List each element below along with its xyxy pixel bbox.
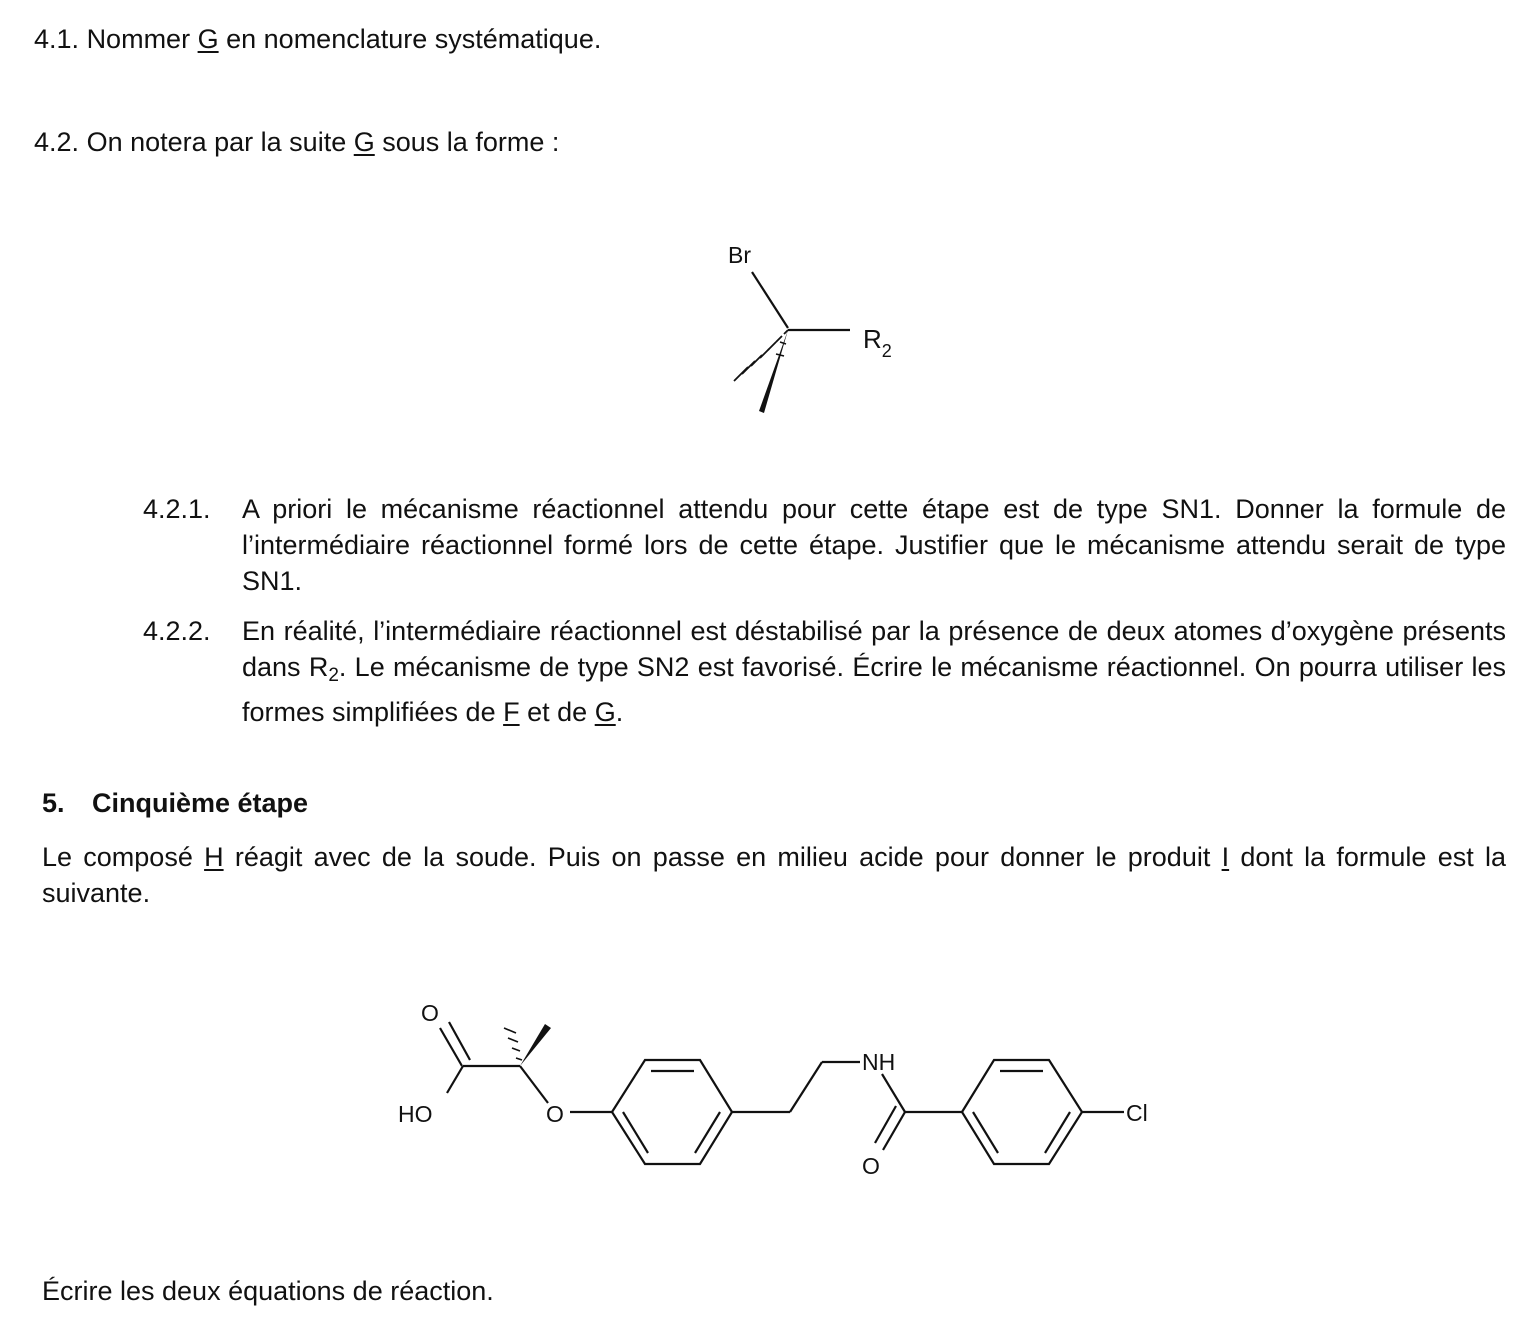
compound-ref-f: F	[503, 697, 520, 727]
question-number: 4.1.	[34, 24, 80, 54]
amide-oxygen-label: O	[862, 1153, 880, 1179]
benzene-ring-1	[612, 1060, 732, 1164]
bond-co-2	[449, 1022, 470, 1060]
ring2-double-left	[973, 1112, 998, 1153]
amine-nh-label: NH	[862, 1049, 896, 1075]
bond-co-1	[440, 1028, 462, 1066]
compound-ref-g: G	[197, 24, 219, 54]
paragraph-text: réagit avec de la soude. Puis on passe en milieu acide pour donner le produit	[234, 842, 1211, 872]
question-text: . Le mécanisme de type SN2 est favorisé. Écrire le mécanisme réactionnel. On pourra utiliser les formes simplifiées de	[242, 652, 1506, 727]
paragraph-text: Le composé	[42, 842, 193, 872]
question-number: 4.2.	[34, 127, 80, 157]
hashed-methyl	[504, 1028, 522, 1060]
bromine-label: Br	[728, 242, 751, 268]
subscript: 2	[328, 665, 339, 686]
hydroxyl-label: HO	[398, 1101, 433, 1127]
section-5-paragraph	[42, 839, 1506, 911]
ether-oxygen-label: O	[546, 1101, 564, 1127]
compound-ref-i: I	[1221, 842, 1230, 872]
molecule-g-structure	[700, 230, 930, 430]
question-text: Nommer	[86, 24, 191, 54]
bond-amide-co-2	[875, 1106, 896, 1143]
question-4-2-1-number: 4.2.1.	[143, 494, 211, 524]
question-4-1	[34, 22, 601, 56]
wedge-methyl	[520, 1024, 551, 1066]
compound-ref-g: G	[594, 697, 616, 727]
paragraph-text: dont la formule est la suivante.	[42, 842, 1506, 908]
question-text: et de	[527, 697, 588, 727]
section-5-heading	[42, 786, 308, 820]
carbonyl-oxygen-label: O	[421, 1000, 439, 1026]
molecule-i-structure	[0, 980, 1527, 1210]
question-text: sous la forme :	[382, 127, 560, 157]
bond-chain-2	[790, 1062, 822, 1112]
bond-c-oh	[447, 1066, 463, 1093]
benzene-ring-2	[962, 1060, 1082, 1164]
question-4-2-1-text: A priori le mécanisme réactionnel attendu pour cette étape est de type SN1. Donner la formule de l’intermédiaire réactionnel formé lors de cette étape. Justifier que le mécanisme attendu serait de type SN1.	[242, 494, 1506, 596]
question-text: .	[615, 697, 624, 727]
question-4-2	[34, 125, 559, 159]
question-text: On notera par la suite	[86, 127, 347, 157]
ring2-double-right	[1045, 1112, 1070, 1153]
ring1-double-right	[695, 1112, 720, 1153]
final-instruction: Écrire les deux équations de réaction.	[42, 1276, 494, 1306]
chlorine-label: Cl	[1126, 1100, 1148, 1126]
section-number: 5.	[42, 788, 65, 818]
question-4-2-2-text	[242, 613, 1506, 730]
ring1-double-left	[623, 1112, 648, 1153]
compound-ref-g: G	[353, 127, 375, 157]
question-text: en nomenclature systématique.	[226, 24, 602, 54]
compound-ref-h: H	[204, 842, 224, 872]
bond-amide-co-1	[883, 1112, 905, 1150]
bond-n-c	[882, 1074, 905, 1112]
bond-c-br	[752, 272, 788, 328]
r2-label: $R_2$	[863, 324, 892, 361]
question-text: En réalité, l’intermédiaire réactionnel est déstabilisé par la présence de deux atomes d’oxygène présents dans R	[242, 616, 1506, 682]
question-4-2-2-number: 4.2.2.	[143, 616, 211, 646]
section-title: Cinquième étape	[92, 788, 309, 818]
bond-cq-o	[520, 1066, 548, 1103]
